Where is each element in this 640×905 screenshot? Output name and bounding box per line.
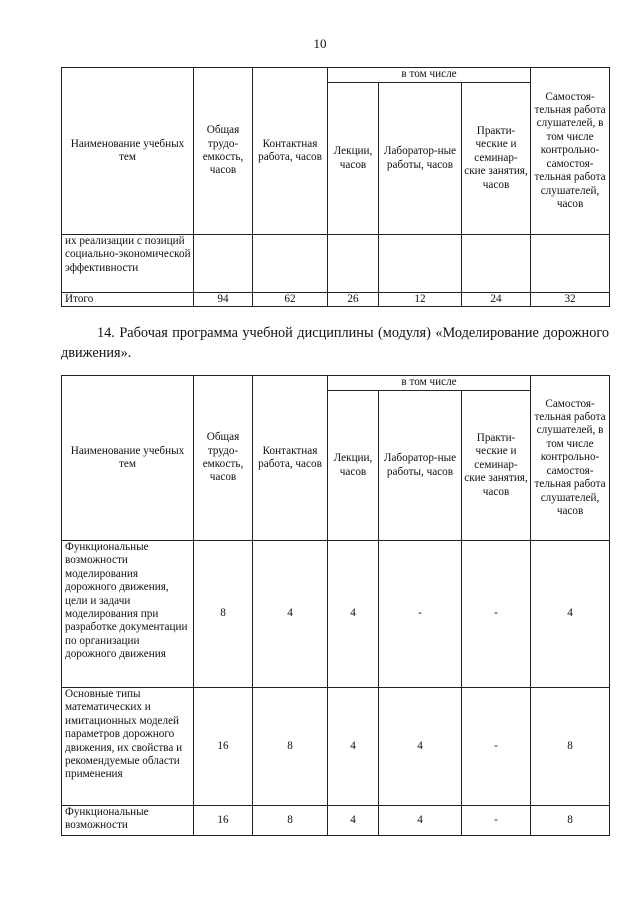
section-heading: [61, 323, 609, 363]
lab-hours: -: [379, 541, 462, 688]
lecture-hours: 4: [328, 688, 379, 806]
curriculum-table-2: [61, 375, 610, 836]
lecture-hours: 26: [328, 293, 379, 307]
section-heading-text: 14. Рабочая программа учебной дисциплины (модуля) «Моделирование дорожного движения».: [61, 325, 609, 361]
topic-name: Итого: [62, 293, 194, 307]
lab-hours: 12: [379, 293, 462, 307]
topic-name: Функциональные возможности моделирования дорожного движения, цели и задачи моделирования при разработке документации по организации дорожного движения: [62, 541, 194, 688]
self-study-hours: [531, 235, 610, 293]
practice-hours: -: [462, 541, 531, 688]
total-hours: 16: [194, 806, 253, 836]
header-practice: Практи-ческие и семинар-ские занятия, часов: [462, 391, 531, 541]
header-total-hours: Общая трудо-емкость, часов: [194, 68, 253, 235]
lab-hours: 4: [379, 806, 462, 836]
header-labs: Лаборатор-ные работы, часов: [379, 391, 462, 541]
total-hours: 16: [194, 688, 253, 806]
total-hours: 94: [194, 293, 253, 307]
contact-hours: [253, 235, 328, 293]
topic-name: Основные типы математических и имитационных моделей параметров дорожного движения, их свойства и рекомендуемые области применения: [62, 688, 194, 806]
header-lectures: Лекции, часов: [328, 83, 379, 235]
contact-hours: 62: [253, 293, 328, 307]
header-total-hours: Общая трудо-емкость, часов: [194, 376, 253, 541]
self-study-hours: 4: [531, 541, 610, 688]
lecture-hours: 4: [328, 806, 379, 836]
practice-hours: -: [462, 806, 531, 836]
practice-hours: 24: [462, 293, 531, 307]
contact-hours: 8: [253, 688, 328, 806]
header-contact-hours: Контактная работа, часов: [253, 376, 328, 541]
lecture-hours: [328, 235, 379, 293]
table-row: [62, 235, 610, 293]
table-row-total: [62, 293, 610, 307]
header-name: Наименование учебных тем: [62, 68, 194, 235]
header-labs: Лаборатор-ные работы, часов: [379, 83, 462, 235]
self-study-hours: 8: [531, 806, 610, 836]
header-contact-hours: Контактная работа, часов: [253, 68, 328, 235]
header-including: в том числе: [328, 68, 531, 83]
curriculum-table-1: [61, 67, 610, 307]
contact-hours: 8: [253, 806, 328, 836]
header-practice: Практи-ческие и семинар-ские занятия, часов: [462, 83, 531, 235]
topic-name: Функциональные возможности: [62, 806, 194, 836]
header-lectures: Лекции, часов: [328, 391, 379, 541]
topic-name: их реализации с позиций социально-экономической эффективности: [62, 235, 194, 293]
lab-hours: [379, 235, 462, 293]
header-self-study: Самостоя-тельная работа слушателей, в том числе контрольно-самостоя-тельная работа слушателей, часов: [531, 376, 610, 541]
table-row: [62, 806, 610, 836]
lab-hours: 4: [379, 688, 462, 806]
practice-hours: [462, 235, 531, 293]
contact-hours: 4: [253, 541, 328, 688]
self-study-hours: 32: [531, 293, 610, 307]
lecture-hours: 4: [328, 541, 379, 688]
total-hours: [194, 235, 253, 293]
total-hours: 8: [194, 541, 253, 688]
page-number: 10: [313, 36, 327, 51]
self-study-hours: 8: [531, 688, 610, 806]
table-row: [62, 541, 610, 688]
table-row: [62, 688, 610, 806]
practice-hours: -: [462, 688, 531, 806]
header-name: Наименование учебных тем: [62, 376, 194, 541]
header-including: в том числе: [328, 376, 531, 391]
header-self-study: Самостоя-тельная работа слушателей, в том числе контрольно-самостоя-тельная работа слушателей, часов: [531, 68, 610, 235]
